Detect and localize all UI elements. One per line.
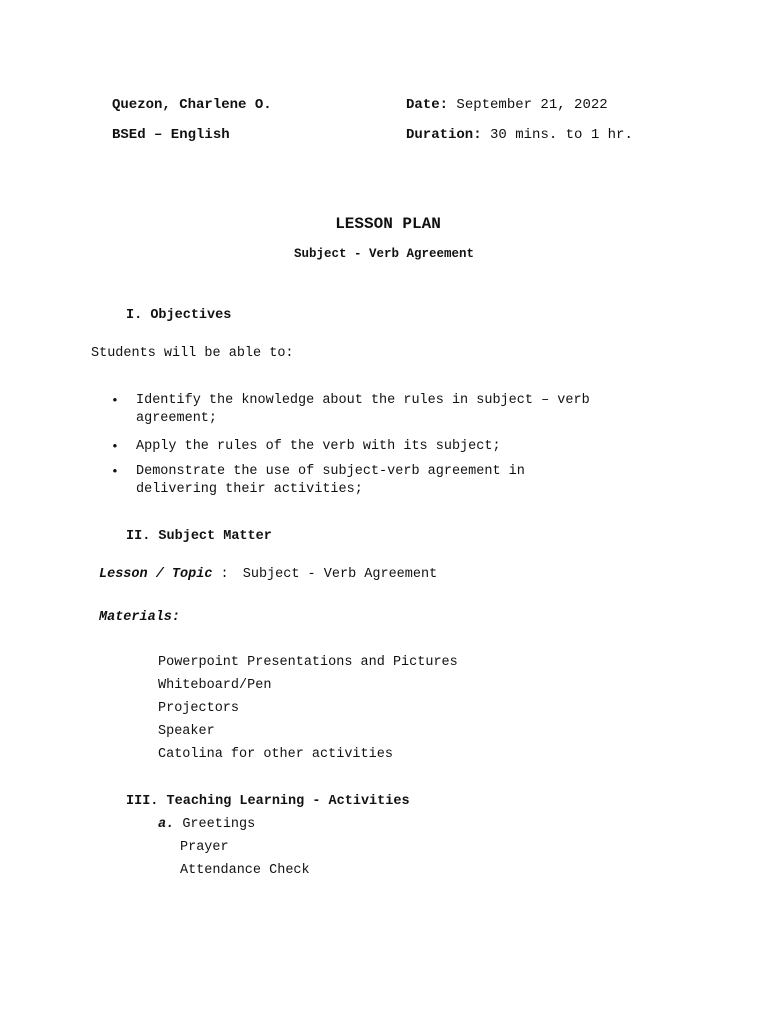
- page-subtitle: Subject - Verb Agreement: [293, 247, 475, 261]
- objective-item-3: Demonstrate the use of subject-verb agreement in: [136, 464, 525, 479]
- material-item: Speaker: [158, 724, 215, 739]
- lesson-topic-value: Subject - Verb Agreement: [242, 567, 438, 582]
- lesson-topic-colon: :: [220, 567, 229, 582]
- activity-sub-item: Prayer: [180, 840, 229, 855]
- objective-item-1: Identify the knowledge about the rules in subject – verb: [136, 393, 590, 408]
- activity-sub-letter: a.: [158, 817, 175, 832]
- duration-value: 30 mins. to 1 hr.: [490, 127, 633, 143]
- section-numeral: III.: [126, 794, 159, 809]
- date-label: Date:: [406, 97, 449, 113]
- material-item: Powerpoint Presentations and Pictures: [158, 655, 458, 670]
- objective-item-3-cont: delivering their activities;: [136, 482, 363, 497]
- objective-item-1-cont: agreement;: [136, 411, 218, 426]
- section-activities-heading: [126, 793, 410, 811]
- duration-label: Duration:: [406, 127, 482, 143]
- material-item: Catolina for other activities: [158, 747, 393, 762]
- section-objectives-heading: [126, 307, 231, 325]
- bullet-icon: •: [111, 464, 119, 479]
- duration-field: [406, 126, 633, 144]
- date-value: September 21, 2022: [456, 97, 608, 113]
- lesson-topic-line: [99, 566, 437, 584]
- section-title: Subject Matter: [158, 529, 272, 544]
- activity-sub-item: Attendance Check: [180, 863, 310, 878]
- student-name: Quezon, Charlene O.: [112, 97, 272, 113]
- page-title: LESSON PLAN: [335, 215, 441, 233]
- section-title: Objectives: [150, 308, 232, 323]
- student-program: BSEd – English: [112, 127, 230, 143]
- date-field: [406, 96, 608, 114]
- objectives-intro: Students will be able to:: [91, 346, 294, 361]
- objective-item-2: Apply the rules of the verb with its subject;: [136, 439, 501, 454]
- bullet-icon: •: [111, 393, 119, 408]
- section-numeral: II.: [126, 529, 151, 544]
- activity-sub-a: [158, 816, 255, 834]
- materials-label: Materials:: [99, 610, 181, 625]
- material-item: Projectors: [158, 701, 240, 716]
- section-numeral: I.: [126, 308, 143, 323]
- bullet-icon: •: [111, 439, 119, 454]
- section-subject-matter-heading: [126, 528, 272, 546]
- material-item: Whiteboard/Pen: [158, 678, 272, 693]
- activity-sub-item: Greetings: [182, 817, 256, 832]
- section-title: Teaching Learning - Activities: [166, 794, 410, 809]
- lesson-topic-label: Lesson / Topic: [99, 567, 213, 582]
